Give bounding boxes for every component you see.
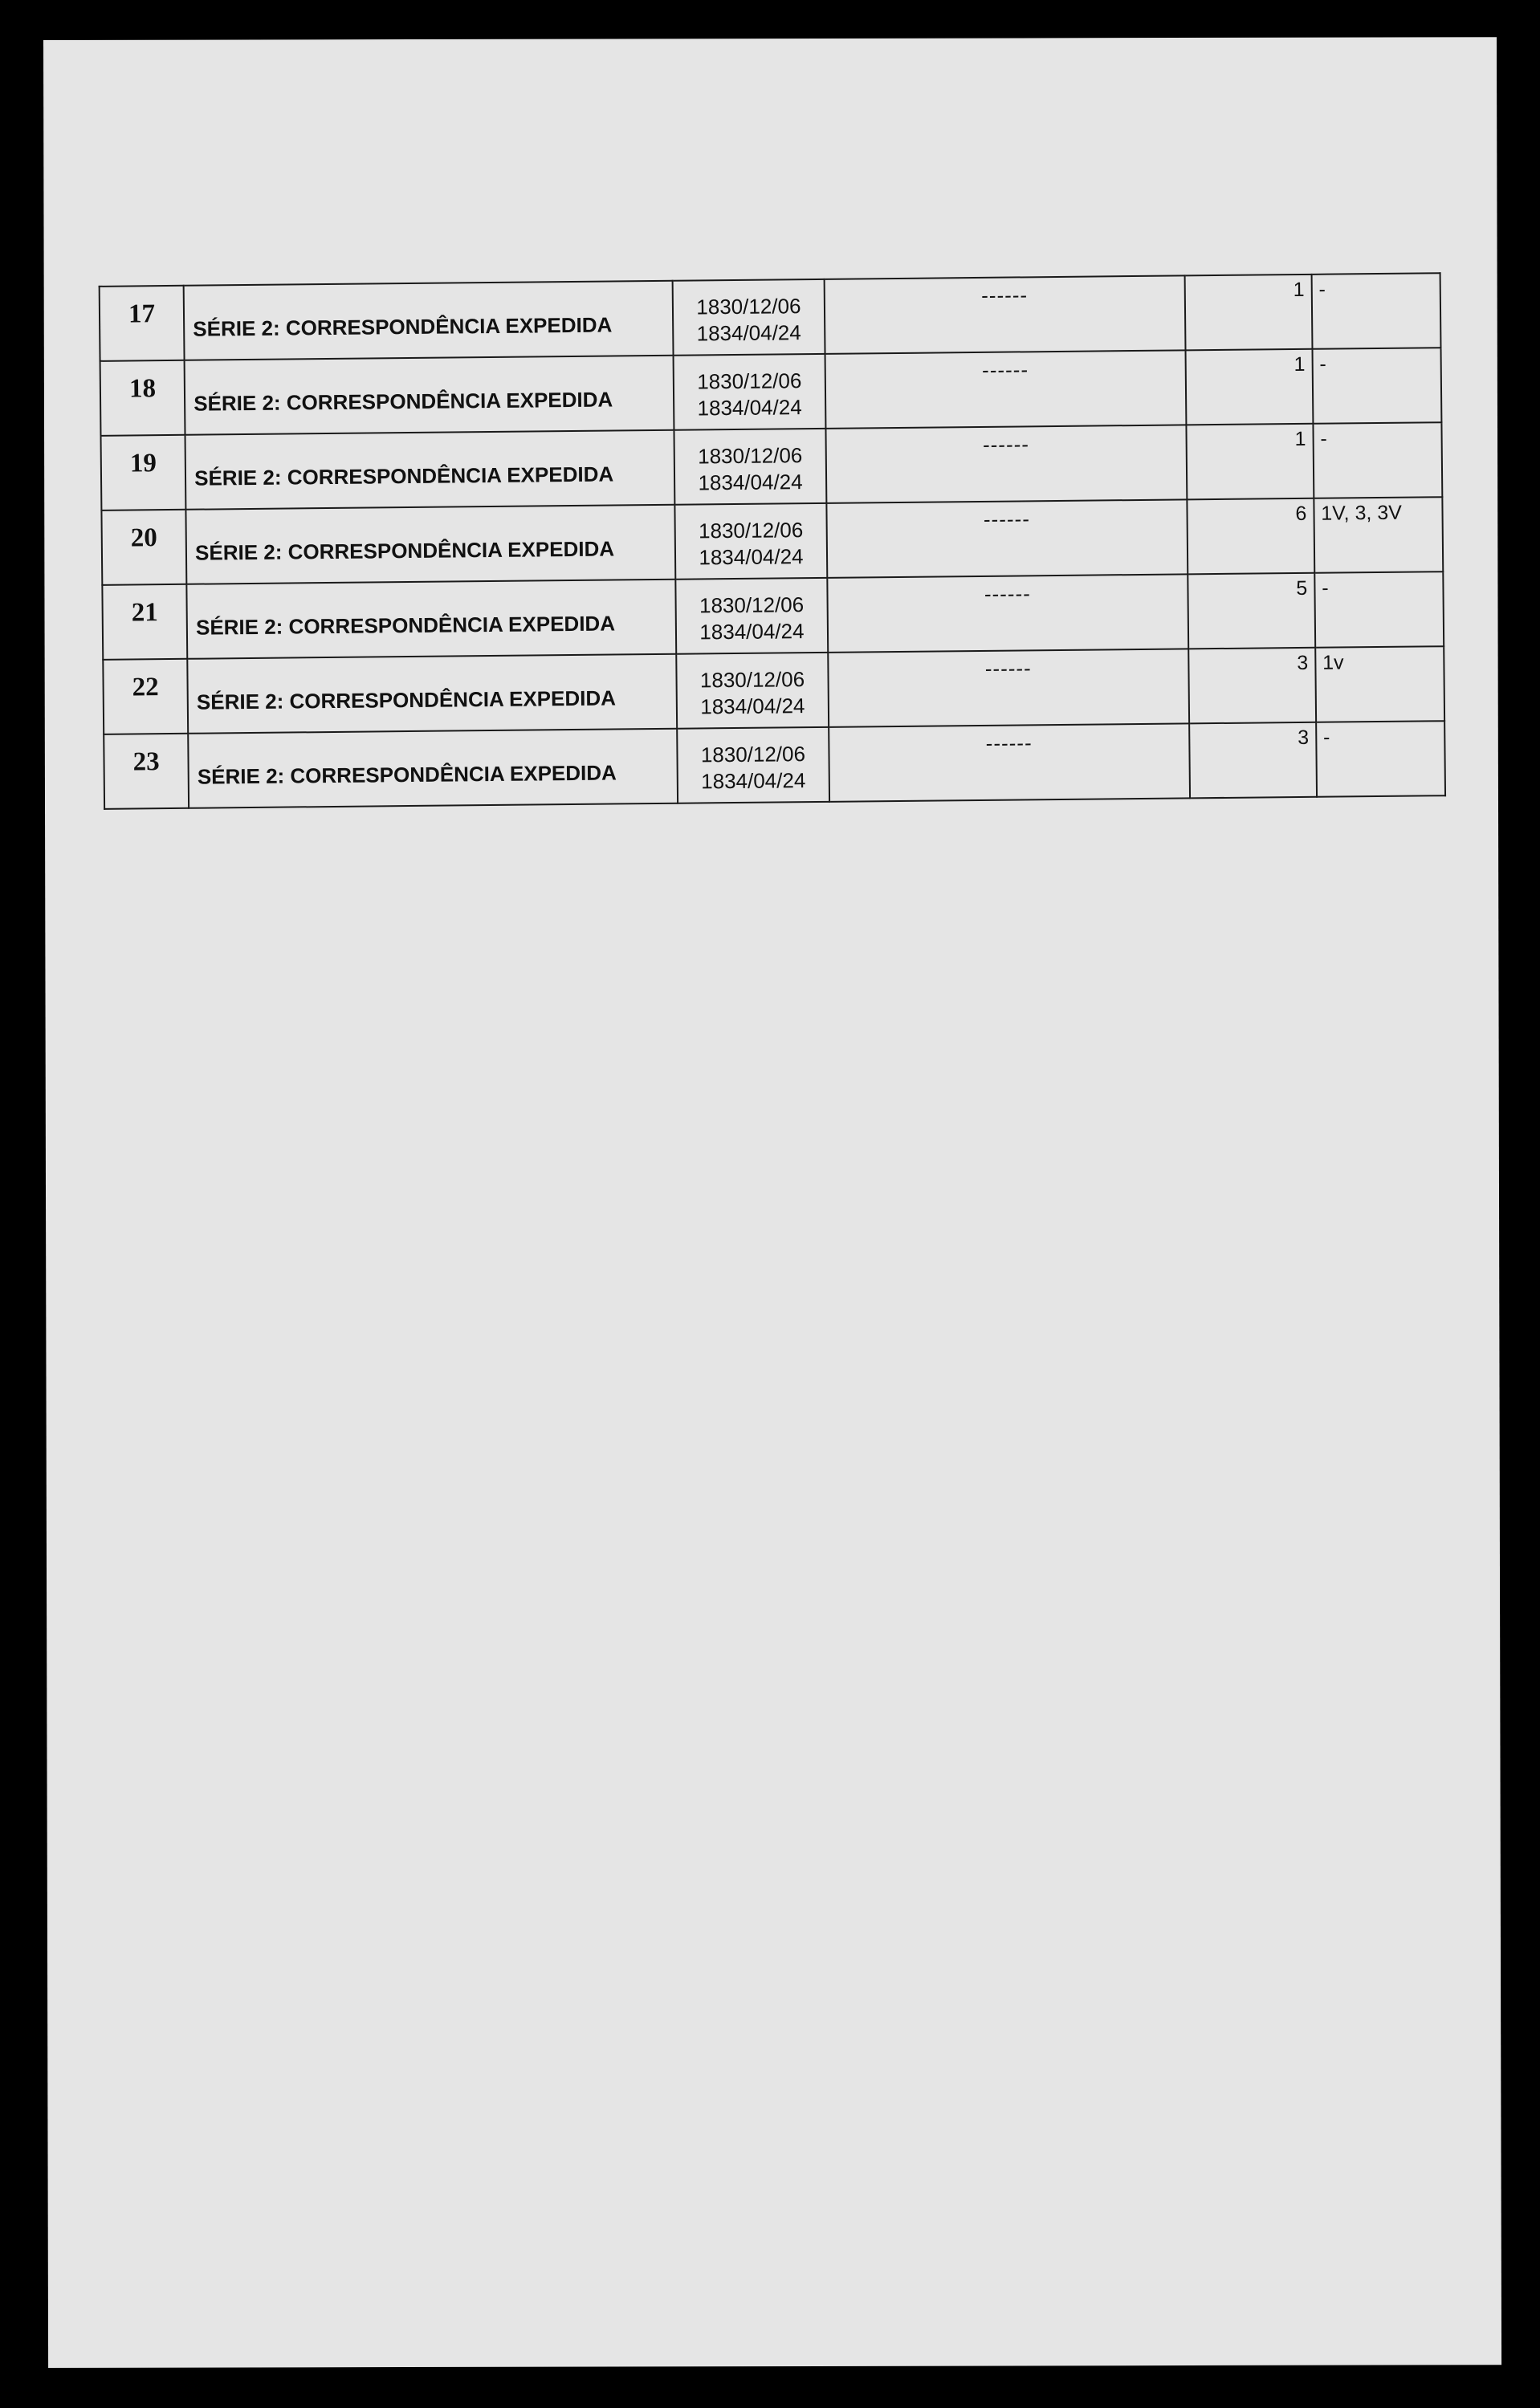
item-ref: -: [1320, 427, 1327, 450]
item-number: 17: [128, 299, 156, 329]
date-end: 1834/04/24: [701, 768, 806, 794]
count-cell: [1185, 349, 1313, 425]
ref-cell: [1311, 273, 1440, 349]
date-start: 1830/12/06: [697, 368, 802, 394]
item-description: SÉRIE 2: CORRESPONDÊNCIA EXPEDIDA: [194, 536, 615, 565]
item-number: 22: [132, 673, 159, 702]
item-number-cell: [102, 584, 187, 660]
date-start: 1830/12/06: [698, 518, 804, 543]
item-description: SÉRIE 2: CORRESPONDÊNCIA EXPEDIDA: [196, 685, 617, 714]
count-cell: [1188, 648, 1316, 724]
item-note: ------: [985, 730, 1033, 755]
count-cell: [1189, 722, 1317, 799]
date-cell: [673, 354, 825, 430]
item-ref: -: [1318, 278, 1326, 301]
item-number-cell: [104, 734, 189, 809]
table-row: [102, 571, 1444, 660]
inventory-table: [99, 272, 1446, 810]
description-cell: [185, 356, 674, 435]
item-count: 1: [1294, 352, 1306, 376]
item-count: 5: [1296, 576, 1308, 600]
item-count: 6: [1295, 502, 1307, 526]
ref-cell: [1315, 646, 1444, 722]
count-cell: [1188, 573, 1315, 649]
note-cell: [829, 723, 1189, 801]
ref-cell: [1314, 497, 1443, 573]
item-count: 3: [1297, 651, 1309, 675]
date-cell: [676, 653, 829, 729]
item-number: 20: [130, 523, 158, 553]
item-description: SÉRIE 2: CORRESPONDÊNCIA EXPEDIDA: [194, 387, 613, 416]
item-ref: -: [1322, 726, 1330, 749]
date-cell: [677, 727, 829, 803]
item-number: 19: [129, 449, 157, 478]
item-number: 21: [131, 598, 158, 628]
ref-cell: [1313, 422, 1442, 498]
item-ref: 1V, 3, 3V: [1321, 501, 1403, 525]
table-row: [104, 721, 1445, 809]
date-start: 1830/12/06: [699, 667, 805, 693]
date-cell: [674, 503, 827, 580]
table-row: [103, 646, 1444, 734]
date-end: 1834/04/24: [698, 470, 803, 495]
item-number-cell: [101, 510, 186, 585]
item-ref: -: [1322, 576, 1329, 600]
table-row: [100, 273, 1441, 361]
item-number-cell: [103, 659, 188, 734]
description-cell: [186, 505, 676, 584]
item-count: 1: [1293, 278, 1305, 302]
item-description: SÉRIE 2: CORRESPONDÊNCIA EXPEDIDA: [193, 312, 613, 341]
item-note: ------: [984, 581, 1031, 606]
date-cell: [675, 578, 828, 654]
ref-cell: [1312, 348, 1441, 424]
note-cell: [825, 275, 1185, 353]
date-start: 1830/12/06: [699, 592, 805, 618]
item-number-cell: [101, 435, 186, 510]
item-note: ------: [984, 656, 1032, 681]
date-cell: [672, 279, 825, 356]
date-end: 1834/04/24: [697, 395, 802, 421]
note-cell: [826, 499, 1187, 577]
date-cell: [674, 429, 826, 505]
item-number: 18: [128, 374, 157, 404]
count-cell: [1186, 424, 1314, 500]
item-description: SÉRIE 2: CORRESPONDÊNCIA EXPEDIDA: [197, 760, 617, 789]
description-cell: [186, 580, 676, 659]
description-cell: [185, 430, 675, 510]
item-ref: -: [1319, 352, 1326, 376]
item-ref: 1v: [1322, 651, 1344, 674]
description-cell: [188, 729, 678, 808]
ref-cell: [1314, 571, 1444, 648]
note-cell: [827, 574, 1188, 652]
item-description: SÉRIE 2: CORRESPONDÊNCIA EXPEDIDA: [195, 611, 616, 640]
table-row: [101, 422, 1443, 510]
date-end: 1834/04/24: [700, 694, 805, 719]
note-cell: [826, 425, 1187, 502]
description-cell: [184, 281, 674, 360]
item-note: ------: [983, 506, 1031, 531]
item-number-cell: [100, 360, 185, 436]
note-cell: [825, 350, 1186, 428]
date-end: 1834/04/24: [699, 619, 805, 645]
item-number: 23: [132, 747, 160, 777]
date-start: 1830/12/06: [700, 742, 806, 767]
item-count: 3: [1298, 726, 1310, 750]
item-count: 1: [1294, 427, 1306, 451]
date-end: 1834/04/24: [699, 544, 804, 570]
count-cell: [1187, 498, 1314, 575]
item-number-cell: [100, 286, 185, 361]
count-cell: [1184, 275, 1312, 351]
item-description: SÉRIE 2: CORRESPONDÊNCIA EXPEDIDA: [194, 462, 614, 490]
item-note: ------: [982, 432, 1030, 457]
date-start: 1830/12/06: [698, 443, 803, 469]
date-end: 1834/04/24: [696, 320, 801, 346]
note-cell: [828, 649, 1188, 726]
ref-cell: [1316, 721, 1445, 797]
table-row: [101, 497, 1443, 585]
date-start: 1830/12/06: [696, 294, 801, 319]
description-cell: [187, 654, 677, 734]
scanned-page: [43, 37, 1501, 2368]
item-note: ------: [981, 283, 1029, 307]
table-row: [100, 348, 1442, 436]
item-note: ------: [981, 357, 1029, 382]
